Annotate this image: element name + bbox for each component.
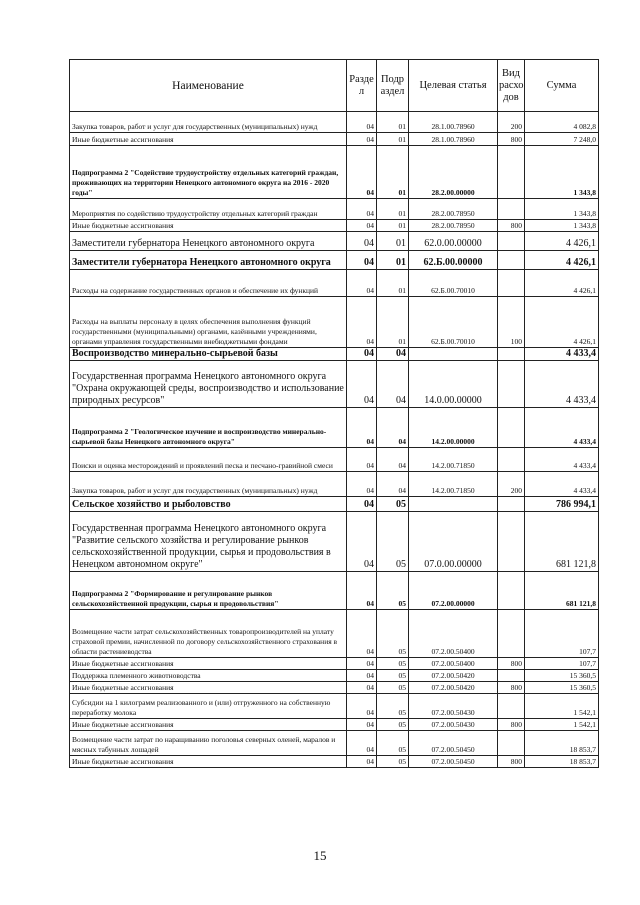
row-kind: 200: [498, 112, 525, 133]
row-section: 04: [347, 361, 377, 408]
row-target: 28.2.00.78950: [409, 199, 498, 220]
row-sum: 1 542,1: [525, 719, 599, 731]
table-row: [70, 408, 599, 448]
row-subsection: 04: [377, 448, 409, 472]
table-row: [70, 348, 599, 361]
row-name: Подпрограмма 2 "Геологическое изучение и воспроизводство минерально-сырьевой базы Ненецкого автономного округа": [70, 408, 347, 448]
row-subsection: 01: [377, 199, 409, 220]
row-name: Воспроизводство минерально-сырьевой базы: [70, 348, 347, 361]
table-row: [70, 112, 599, 133]
row-section: 04: [347, 220, 377, 232]
row-name: Иные бюджетные ассигнования: [70, 719, 347, 731]
row-target: 07.2.00.50420: [409, 682, 498, 694]
row-subsection: 05: [377, 719, 409, 731]
table-row: [70, 472, 599, 497]
row-name: Иные бюджетные ассигнования: [70, 220, 347, 232]
row-target: 07.2.00.00000: [409, 572, 498, 610]
row-subsection: 04: [377, 472, 409, 497]
row-sum: 7 248,0: [525, 133, 599, 146]
row-section: 04: [347, 497, 377, 512]
table-row: [70, 682, 599, 694]
table-row: [70, 497, 599, 512]
row-kind: [498, 610, 525, 658]
row-sum: 18 853,7: [525, 756, 599, 768]
row-kind: [498, 512, 525, 572]
row-kind: 800: [498, 719, 525, 731]
row-target: 28.2.00.78950: [409, 220, 498, 232]
table-row: [70, 448, 599, 472]
table-row: [70, 251, 599, 270]
row-kind: [498, 251, 525, 270]
row-sum: 4 433,4: [525, 472, 599, 497]
row-target: 07.2.00.50430: [409, 694, 498, 719]
row-sum: 107,7: [525, 610, 599, 658]
row-kind: 800: [498, 682, 525, 694]
table-row: [70, 146, 599, 199]
budget-table: [69, 59, 599, 768]
row-section: 04: [347, 682, 377, 694]
row-sum: 4 433,4: [525, 408, 599, 448]
row-section: 04: [347, 731, 377, 756]
table-row: [70, 361, 599, 408]
row-target: 62.Б.00.00000: [409, 251, 498, 270]
table-row: [70, 694, 599, 719]
row-target: 14.2.00.71850: [409, 472, 498, 497]
row-subsection: 01: [377, 251, 409, 270]
row-name: Поддержка племенного животноводства: [70, 670, 347, 682]
header-subsection: Подр аздел: [377, 60, 409, 112]
row-sum: 1 343,8: [525, 199, 599, 220]
row-section: 04: [347, 348, 377, 361]
row-target: 62.Б.00.70010: [409, 297, 498, 348]
row-sum: 107,7: [525, 658, 599, 670]
row-sum: 4 082,8: [525, 112, 599, 133]
row-section: 04: [347, 270, 377, 297]
row-name: Иные бюджетные ассигнования: [70, 133, 347, 146]
table-header-row: [70, 60, 599, 112]
row-sum: 15 360,5: [525, 682, 599, 694]
row-subsection: 05: [377, 694, 409, 719]
row-kind: [498, 270, 525, 297]
row-subsection: 05: [377, 572, 409, 610]
table-row: [70, 572, 599, 610]
row-name: Расходы на выплаты персоналу в целях обеспечения выполнения функций государственными (муниципальными) органами, казёнными учреждениями, органами управления государственными внебюджетными фондами: [70, 297, 347, 348]
row-subsection: 01: [377, 133, 409, 146]
row-subsection: 05: [377, 682, 409, 694]
row-name: Иные бюджетные ассигнования: [70, 756, 347, 768]
row-sum: 1 343,8: [525, 146, 599, 199]
row-kind: 200: [498, 472, 525, 497]
row-target: 14.2.00.71850: [409, 448, 498, 472]
row-section: 04: [347, 756, 377, 768]
row-subsection: 05: [377, 731, 409, 756]
table-row: [70, 756, 599, 768]
row-section: 04: [347, 512, 377, 572]
row-name: Закупка товаров, работ и услуг для государственных (муниципальных) нужд: [70, 112, 347, 133]
row-kind: [498, 694, 525, 719]
row-subsection: 05: [377, 512, 409, 572]
row-section: 04: [347, 670, 377, 682]
row-kind: 800: [498, 658, 525, 670]
row-section: 04: [347, 408, 377, 448]
row-sum: 18 853,7: [525, 731, 599, 756]
header-target: Целевая статья: [409, 60, 498, 112]
row-sum: 4 426,1: [525, 297, 599, 348]
row-subsection: 01: [377, 112, 409, 133]
row-sum: 1 343,8: [525, 220, 599, 232]
row-subsection: 01: [377, 297, 409, 348]
row-subsection: 04: [377, 361, 409, 408]
row-target: 07.2.00.50420: [409, 670, 498, 682]
header-kind: Вид расхо дов: [498, 60, 525, 112]
row-subsection: 05: [377, 670, 409, 682]
row-name: Заместители губернатора Ненецкого автономного округа: [70, 251, 347, 270]
table-row: [70, 297, 599, 348]
row-sum: 15 360,5: [525, 670, 599, 682]
row-section: 04: [347, 610, 377, 658]
row-kind: [498, 361, 525, 408]
page-number: 15: [313, 848, 327, 863]
row-target: [409, 348, 498, 361]
row-section: 04: [347, 658, 377, 670]
row-name: Расходы на содержание государственных органов и обеспечение их функций: [70, 270, 347, 297]
row-target: 07.2.00.50450: [409, 731, 498, 756]
row-name: Сельское хозяйство и рыболовство: [70, 497, 347, 512]
row-name: Поиски и оценка месторождений и проявлений песка и песчано-гравийной смеси: [70, 448, 347, 472]
table-row: [70, 270, 599, 297]
header-sum: Сумма: [525, 60, 599, 112]
row-name: Иные бюджетные ассигнования: [70, 682, 347, 694]
row-name: Государственная программа Ненецкого автономного округа "Развитие сельского хозяйства и регулирование рынков сельскохозяйственной продукции, сырья и продовольствия в Ненецком автономном округе": [70, 512, 347, 572]
row-subsection: 01: [377, 232, 409, 251]
row-subsection: 05: [377, 497, 409, 512]
row-name: Подпрограмма 2 "Содействие трудоустройству отдельных категорий граждан, проживающих на территории Ненецкого автономного округа на 2016 - 2020 годы": [70, 146, 347, 199]
row-name: Закупка товаров, работ и услуг для государственных (муниципальных) нужд: [70, 472, 347, 497]
row-name: Иные бюджетные ассигнования: [70, 658, 347, 670]
row-subsection: 01: [377, 270, 409, 297]
row-target: 14.0.00.00000: [409, 361, 498, 408]
row-subsection: 04: [377, 348, 409, 361]
row-target: 07.0.00.00000: [409, 512, 498, 572]
row-name: Подпрограмма 2 "Формирование и регулирование рынков сельскохозяйственной продукции, сырья и продовольствия": [70, 572, 347, 610]
table-row: [70, 220, 599, 232]
table-row: [70, 199, 599, 220]
row-sum: 4 426,1: [525, 270, 599, 297]
row-target: 62.Б.00.70010: [409, 270, 498, 297]
row-target: 28.1.00.78960: [409, 133, 498, 146]
row-kind: 800: [498, 133, 525, 146]
table-row: [70, 658, 599, 670]
row-subsection: 01: [377, 220, 409, 232]
row-section: 04: [347, 251, 377, 270]
row-sum: 4 433,4: [525, 361, 599, 408]
row-kind: [498, 670, 525, 682]
row-kind: 100: [498, 297, 525, 348]
row-target: 14.2.00.00000: [409, 408, 498, 448]
row-kind: [498, 199, 525, 220]
row-target: 07.2.00.50400: [409, 610, 498, 658]
row-subsection: 04: [377, 408, 409, 448]
row-section: 04: [347, 133, 377, 146]
row-kind: [498, 572, 525, 610]
row-section: 04: [347, 297, 377, 348]
table-row: [70, 719, 599, 731]
row-section: 04: [347, 146, 377, 199]
row-sum: 1 542,1: [525, 694, 599, 719]
table-row: [70, 232, 599, 251]
row-target: 28.1.00.78960: [409, 112, 498, 133]
row-section: 04: [347, 448, 377, 472]
row-subsection: 05: [377, 756, 409, 768]
row-kind: [498, 731, 525, 756]
row-section: 04: [347, 719, 377, 731]
row-section: 04: [347, 694, 377, 719]
row-target: 62.0.00.00000: [409, 232, 498, 251]
row-name: Государственная программа Ненецкого автономного округа "Охрана окружающей среды, воспроизводство и использование природных ресурсов": [70, 361, 347, 408]
row-target: 07.2.00.50400: [409, 658, 498, 670]
row-name: Возмещение части затрат по наращиванию поголовья северных оленей, маралов и мясных табунных лошадей: [70, 731, 347, 756]
table-row: [70, 670, 599, 682]
row-sum: 4 426,1: [525, 251, 599, 270]
row-target: [409, 497, 498, 512]
row-kind: 800: [498, 756, 525, 768]
row-sum: 681 121,8: [525, 572, 599, 610]
row-kind: [498, 408, 525, 448]
row-kind: [498, 448, 525, 472]
row-subsection: 01: [377, 146, 409, 199]
table-row: [70, 512, 599, 572]
row-kind: [498, 232, 525, 251]
table-row: [70, 133, 599, 146]
row-kind: [498, 348, 525, 361]
row-section: 04: [347, 572, 377, 610]
row-sum: 4 426,1: [525, 232, 599, 251]
table-row: [70, 610, 599, 658]
row-sum: 786 994,1: [525, 497, 599, 512]
table-row: [70, 731, 599, 756]
row-section: 04: [347, 199, 377, 220]
row-target: 07.2.00.50450: [409, 756, 498, 768]
row-kind: [498, 497, 525, 512]
row-target: 28.2.00.00000: [409, 146, 498, 199]
row-sum: 4 433,4: [525, 448, 599, 472]
row-name: Мероприятия по содействию трудоустройству отдельных категорий граждан: [70, 199, 347, 220]
row-subsection: 05: [377, 610, 409, 658]
row-sum: 681 121,8: [525, 512, 599, 572]
row-section: 04: [347, 232, 377, 251]
header-name: Наименование: [70, 60, 347, 112]
header-section: Разде л: [347, 60, 377, 112]
row-subsection: 05: [377, 658, 409, 670]
row-target: 07.2.00.50430: [409, 719, 498, 731]
row-section: 04: [347, 112, 377, 133]
row-kind: 800: [498, 220, 525, 232]
row-section: 04: [347, 472, 377, 497]
row-name: Заместители губернатора Ненецкого автономного округа: [70, 232, 347, 251]
row-name: Возмещение части затрат сельскохозяйственных товаропроизводителей на уплату страховой премии, начисленной по договору сельскохозяйственного страхования в области растениеводства: [70, 610, 347, 658]
row-kind: [498, 146, 525, 199]
row-sum: 4 433,4: [525, 348, 599, 361]
row-name: Субсидии на 1 килограмм реализованного и (или) отгруженного на собственную переработку молока: [70, 694, 347, 719]
